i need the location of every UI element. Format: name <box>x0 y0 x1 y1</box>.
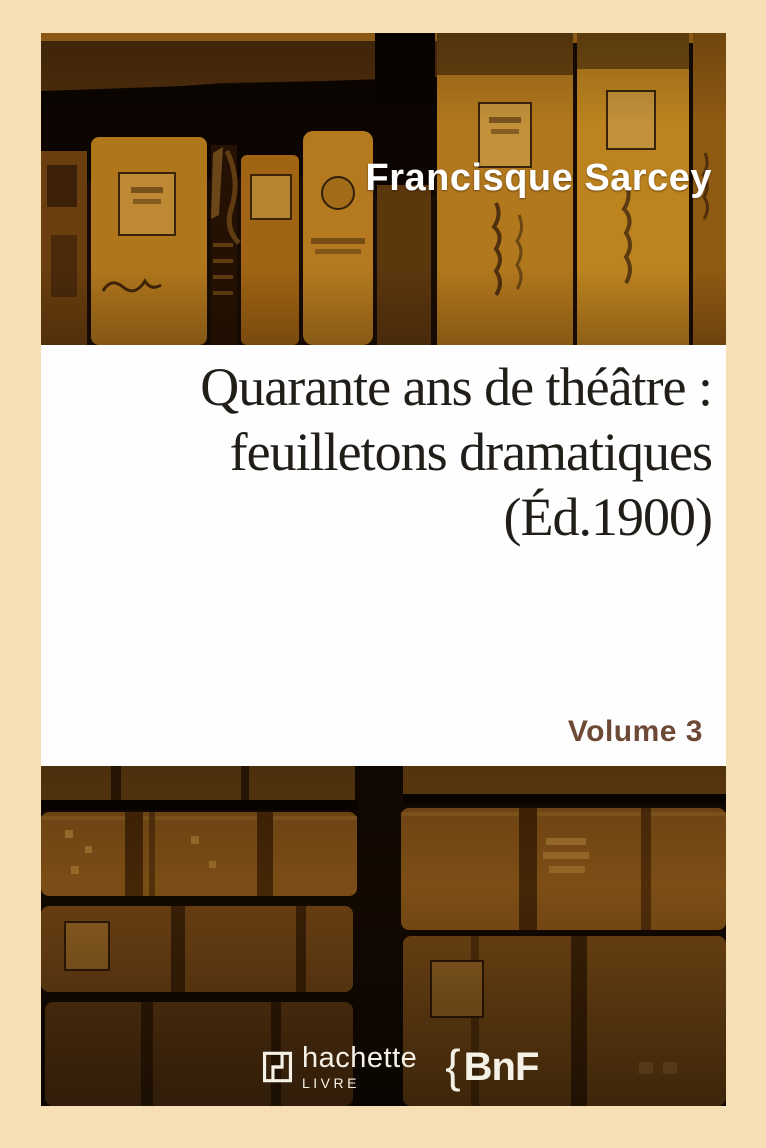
bookshelf-photo-top <box>41 33 726 345</box>
author-name: Francisque Sarcey <box>365 157 712 199</box>
book-title <box>200 355 712 550</box>
hachette-logo-subtitle: LIVRE <box>302 1075 360 1091</box>
bnf-logo <box>445 1040 539 1093</box>
bnf-logo-text: BnF <box>463 1044 539 1089</box>
hachette-livre-logo <box>260 1044 417 1090</box>
publisher-logos <box>260 1040 539 1093</box>
volume-label: Volume 3 <box>567 715 703 748</box>
bnf-brace-glyph: { <box>445 1040 461 1093</box>
hachette-logo-text-block <box>302 1044 417 1090</box>
bookstack-photo-bottom <box>41 766 726 1106</box>
title-panel <box>41 345 726 766</box>
hachette-logo-text: hachette <box>302 1042 418 1074</box>
title-line-2: feuilletons dramatiques <box>229 422 712 482</box>
edition-note: (Éd.1900) <box>503 487 712 547</box>
hachette-monogram-icon <box>260 1048 295 1086</box>
title-line-1: Quarante ans de théâtre : <box>200 357 712 417</box>
